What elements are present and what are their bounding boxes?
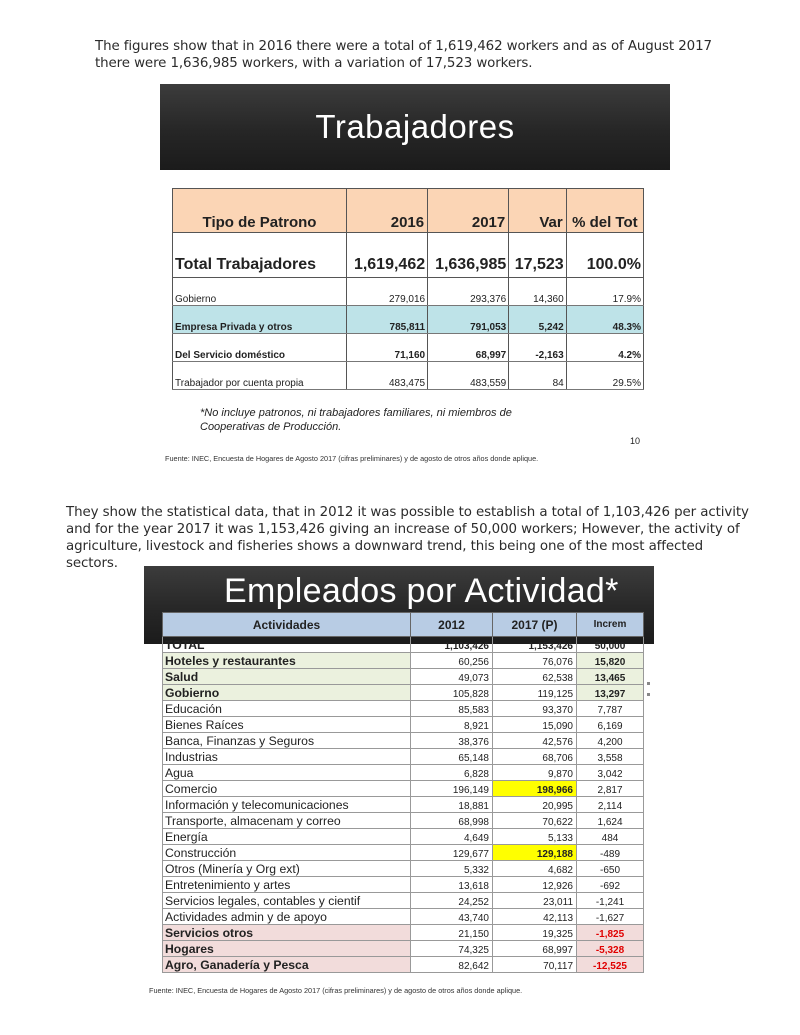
table-cell: 4,682 [493, 861, 577, 877]
table-cell: 196,149 [411, 781, 493, 797]
table-footnote: *No incluye patronos, ni trabajadores familiares, ni miembros de Cooperativas de Producción. [200, 407, 512, 433]
table-cell: 70,622 [493, 813, 577, 829]
table-cell: 293,376 [428, 278, 509, 306]
table-cell: 3,558 [577, 749, 644, 765]
source-caption: Fuente: INEC, Encuesta de Hogares de Agosto 2017 (cifras preliminares) y de agosto de otros años donde aplique. [144, 982, 612, 998]
table-cell: 5,133 [493, 829, 577, 845]
table-cell: 14,360 [509, 278, 566, 306]
table-row [163, 749, 644, 765]
table-cell: -650 [577, 861, 644, 877]
activity-table-body [163, 637, 644, 973]
slide-page-number: 10 [630, 436, 641, 446]
table-header-row [173, 189, 644, 233]
table-cell: 60,256 [411, 653, 493, 669]
table-row [163, 925, 644, 941]
workers-table [172, 188, 644, 390]
table-row [173, 362, 644, 390]
table-cell: 483,559 [428, 362, 509, 390]
table-cell: 100.0% [566, 233, 643, 278]
table-cell: 50,000 [577, 637, 644, 653]
table-cell: 3,042 [577, 765, 644, 781]
table-cell: 23,011 [493, 893, 577, 909]
table-row [163, 653, 644, 669]
table-cell: 68,997 [493, 941, 577, 957]
table-cell: 119,125 [493, 685, 577, 701]
table-cell: 17,523 [509, 233, 566, 278]
table-cell: 2,817 [577, 781, 644, 797]
col-header-var: Var [509, 189, 566, 233]
table-cell: 1,636,985 [428, 233, 509, 278]
table-cell: 15,090 [493, 717, 577, 733]
table-cell: -1,627 [577, 909, 644, 925]
table-row [163, 797, 644, 813]
table-cell: 5,242 [509, 306, 566, 334]
table-cell: Industrias [163, 749, 411, 765]
table-row [163, 829, 644, 845]
table-cell: 129,677 [411, 845, 493, 861]
table-cell: 13,297 [577, 685, 644, 701]
table-cell: 74,325 [411, 941, 493, 957]
table-cell: 4,649 [411, 829, 493, 845]
table-cell: 8,921 [411, 717, 493, 733]
table-row [163, 733, 644, 749]
table-cell: Del Servicio doméstico [173, 334, 347, 362]
total-row [163, 637, 644, 653]
table-cell: 24,252 [411, 893, 493, 909]
table-cell: 48.3% [566, 306, 643, 334]
table-cell: Bienes Raíces [163, 717, 411, 733]
table-row [163, 717, 644, 733]
table-cell: 65,148 [411, 749, 493, 765]
intro-paragraph-2: They show the statistical data, that in 2012 it was possible to establish a total of 1,103,426 per activity and for the year 2017 it was 1,153,426 giving an increase of 50,000 workers; However, the activity of agriculture, livestock and fisheries shows a downward trend, this being one of the most affected sectors. [66, 505, 749, 571]
table-row [163, 909, 644, 925]
table-cell: 2,114 [577, 797, 644, 813]
table-cell: 76,076 [493, 653, 577, 669]
table-cell: Comercio [163, 781, 411, 797]
table-cell: 105,828 [411, 685, 493, 701]
table-cell: -489 [577, 845, 644, 861]
table-cell: 791,053 [428, 306, 509, 334]
col-header-actividades: Actividades [163, 613, 411, 637]
table-header-row [163, 613, 644, 637]
edge-artifact [647, 693, 650, 696]
table-cell: Servicios otros [163, 925, 411, 941]
table-cell: TOTAL [163, 637, 411, 653]
table-row [163, 685, 644, 701]
table-row [163, 765, 644, 781]
col-header-tipo: Tipo de Patrono [173, 189, 347, 233]
col-header-2017: 2017 (P) [493, 613, 577, 637]
table-cell: 68,998 [411, 813, 493, 829]
table-cell: Transporte, almacenam y correo [163, 813, 411, 829]
table-cell: 6,828 [411, 765, 493, 781]
table-cell: 18,881 [411, 797, 493, 813]
table-cell: 12,926 [493, 877, 577, 893]
table-cell: -5,328 [577, 941, 644, 957]
table-cell: 82,642 [411, 957, 493, 973]
table-row [173, 334, 644, 362]
table-cell: 20,995 [493, 797, 577, 813]
table-cell: Salud [163, 669, 411, 685]
table-cell: 21,150 [411, 925, 493, 941]
table-cell: Otros (Minería y Org ext) [163, 861, 411, 877]
table-cell: 9,870 [493, 765, 577, 781]
slide-trabajadores [160, 84, 670, 466]
table-cell: 1,624 [577, 813, 644, 829]
intro-paragraph-1: The figures show that in 2016 there were a total of 1,619,462 workers and as of August 2017 there were 1,636,985 workers, with a variation of 17,523 workers. [95, 39, 712, 71]
table-row [163, 941, 644, 957]
table-cell: 483,475 [347, 362, 428, 390]
table-row [163, 669, 644, 685]
table-cell: 70,117 [493, 957, 577, 973]
table-cell: Agua [163, 765, 411, 781]
table-row [163, 877, 644, 893]
table-cell: 68,997 [428, 334, 509, 362]
table-cell: 68,706 [493, 749, 577, 765]
table-row [173, 306, 644, 334]
table-cell: 1,619,462 [347, 233, 428, 278]
table-cell: 1,153,426 [493, 637, 577, 653]
table-row [163, 893, 644, 909]
table-cell: 4,200 [577, 733, 644, 749]
slide-title: Empleados por Actividad* [224, 572, 619, 610]
table-row [173, 278, 644, 306]
table-cell: Hoteles y restaurantes [163, 653, 411, 669]
table-cell: -1,241 [577, 893, 644, 909]
table-row [163, 781, 644, 797]
table-cell: Empresa Privada y otros [173, 306, 347, 334]
col-header-increm: Increm [577, 613, 644, 637]
table-cell: 4.2% [566, 334, 643, 362]
slide-title-bar [160, 84, 670, 170]
col-header-2016: 2016 [347, 189, 428, 233]
slide-empleados-por-actividad [144, 566, 654, 998]
table-cell: Total Trabajadores [173, 233, 347, 278]
activity-table [162, 612, 644, 973]
table-cell: 62,538 [493, 669, 577, 685]
table-cell: 19,325 [493, 925, 577, 941]
table-cell: 1,103,426 [411, 637, 493, 653]
table-cell: 38,376 [411, 733, 493, 749]
table-cell: 13,465 [577, 669, 644, 685]
table-cell: Información y telecomunicaciones [163, 797, 411, 813]
table-cell: 7,787 [577, 701, 644, 717]
table-cell: 42,576 [493, 733, 577, 749]
table-cell: Gobierno [163, 685, 411, 701]
table-cell: -12,525 [577, 957, 644, 973]
table-cell: 5,332 [411, 861, 493, 877]
table-cell: Educación [163, 701, 411, 717]
table-cell: -2,163 [509, 334, 566, 362]
table-cell: 13,618 [411, 877, 493, 893]
table-cell: Energía [163, 829, 411, 845]
col-header-2012: 2012 [411, 613, 493, 637]
table-cell: 785,811 [347, 306, 428, 334]
table-cell: Servicios legales, contables y cientif [163, 893, 411, 909]
total-row [173, 233, 644, 278]
table-cell: Agro, Ganadería y Pesca [163, 957, 411, 973]
table-cell: 84 [509, 362, 566, 390]
table-row [163, 845, 644, 861]
table-cell: 15,820 [577, 653, 644, 669]
table-cell: -1,825 [577, 925, 644, 941]
table-cell: Construcción [163, 845, 411, 861]
table-row [163, 861, 644, 877]
table-cell: 6,169 [577, 717, 644, 733]
table-cell: 85,583 [411, 701, 493, 717]
table-cell: Gobierno [173, 278, 347, 306]
table-cell: 71,160 [347, 334, 428, 362]
table-cell: Trabajador por cuenta propia [173, 362, 347, 390]
table-cell: 29.5% [566, 362, 643, 390]
table-cell: Banca, Finanzas y Seguros [163, 733, 411, 749]
table-cell: 129,188 [493, 845, 577, 861]
col-header-2017: 2017 [428, 189, 509, 233]
table-cell: Hogares [163, 941, 411, 957]
table-cell: 93,370 [493, 701, 577, 717]
table-cell: 43,740 [411, 909, 493, 925]
table-cell: 17.9% [566, 278, 643, 306]
table-cell: 198,966 [493, 781, 577, 797]
col-header-pct: % del Tot [566, 189, 643, 233]
table-cell: Entretenimiento y artes [163, 877, 411, 893]
table-cell: 484 [577, 829, 644, 845]
source-caption: Fuente: INEC, Encuesta de Hogares de Agosto 2017 (cifras preliminares) y de agosto de otros años donde aplique. [160, 450, 580, 466]
edge-artifact [647, 682, 650, 685]
table-cell: 42,113 [493, 909, 577, 925]
table-cell: -692 [577, 877, 644, 893]
table-cell: 279,016 [347, 278, 428, 306]
table-row [163, 701, 644, 717]
slide-title: Trabajadores [315, 108, 515, 145]
table-row [163, 957, 644, 973]
table-cell: 49,073 [411, 669, 493, 685]
table-row [163, 813, 644, 829]
table-cell: Actividades admin y de apoyo [163, 909, 411, 925]
